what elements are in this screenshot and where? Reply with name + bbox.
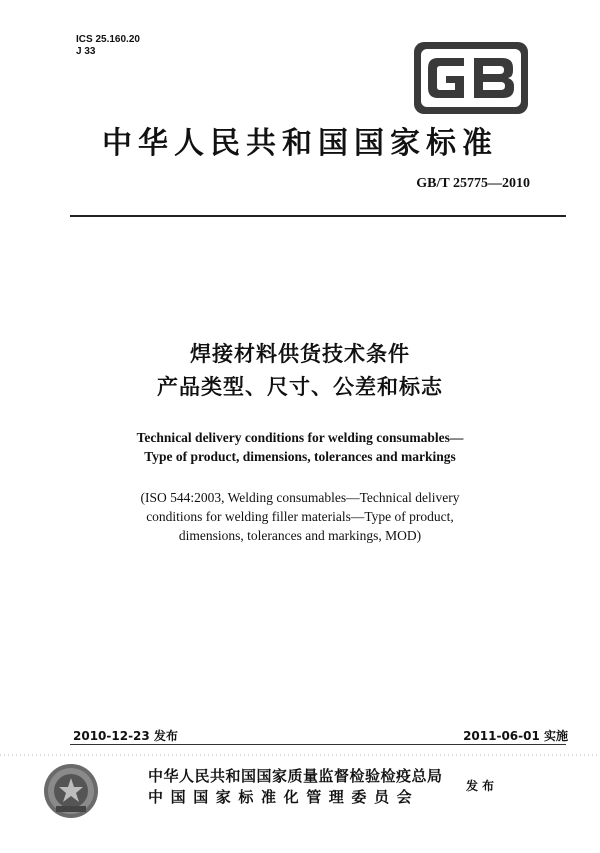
- title-en-line1: Technical delivery conditions for welding consumables—: [136, 430, 464, 445]
- implementation-date: 2011-06-01 实施: [463, 729, 568, 743]
- ccs-code: J 33: [76, 46, 96, 57]
- standard-number: GB/T 25775—2010: [416, 176, 530, 191]
- ics-code: ICS 25.160.20: [76, 34, 140, 45]
- standard-category-title: 中华人民共和国国家标准: [102, 126, 498, 161]
- title-cn-line2: 产品类型、尺寸、公差和标志: [157, 375, 443, 399]
- official-seal-icon: [42, 762, 100, 820]
- title-en-line2: Type of product, dimensions, tolerances and markings: [144, 449, 456, 464]
- issuer-line2: 中国国家标准化管理委员会: [148, 788, 420, 806]
- scan-noise-decoration: [0, 752, 600, 758]
- iso-reference-line2: conditions for welding filler materials—Type of product,: [146, 509, 454, 524]
- publish-label: 发布: [466, 779, 499, 793]
- issuer-line1: 中华人民共和国国家质量监督检验检疫总局: [148, 767, 443, 785]
- iso-reference-line3: dimensions, tolerances and markings, MOD): [178, 528, 422, 543]
- classification-codes: [76, 34, 140, 58]
- iso-reference-line1: (ISO 544:2003, Welding consumables—Technical delivery: [140, 490, 460, 505]
- bottom-divider: [70, 744, 566, 745]
- title-cn-line1: 焊接材料供货技术条件: [190, 342, 410, 366]
- issue-date: 2010-12-23 发布: [73, 729, 178, 743]
- gb-logo: [412, 40, 530, 116]
- top-divider: [70, 215, 566, 217]
